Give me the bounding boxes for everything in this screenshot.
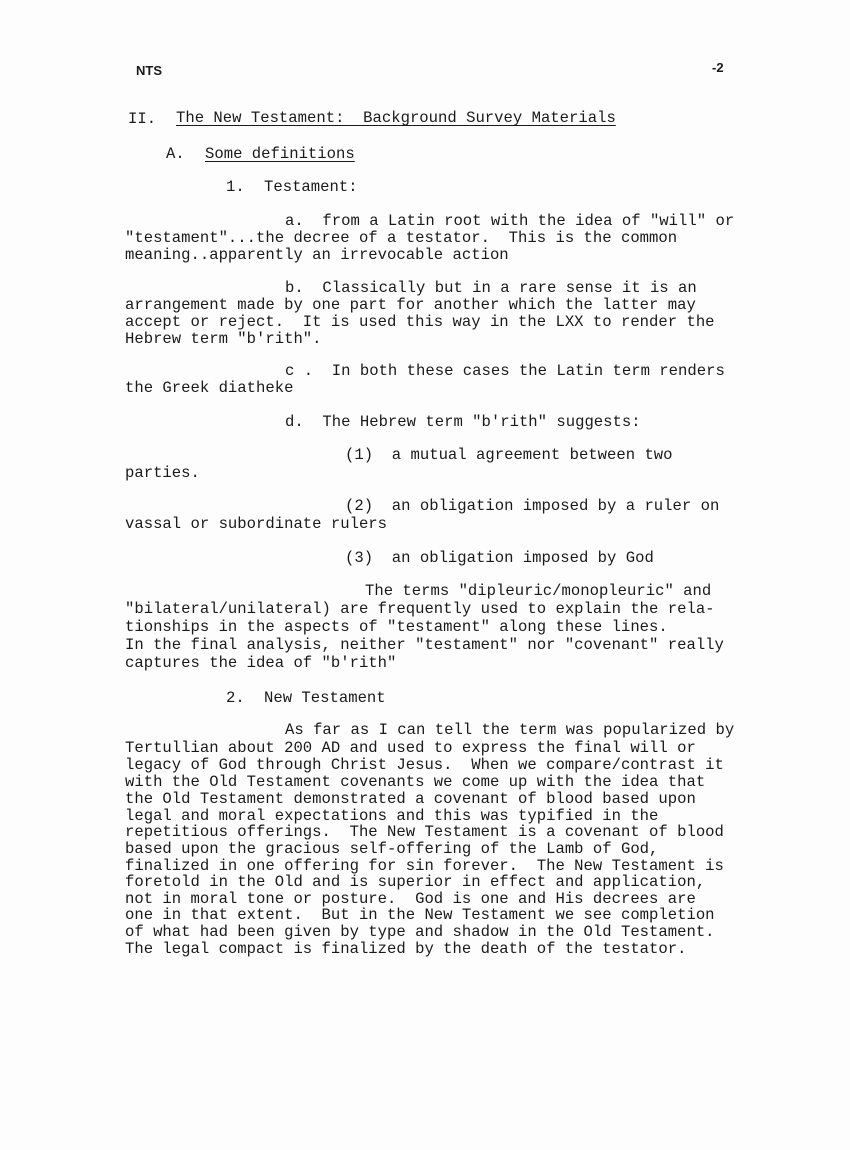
paragraph-line: one in that extent. But in the New Testament we see completion: [125, 906, 715, 924]
paragraph-line: "testament"...the decree of a testator. This is the common: [125, 229, 678, 247]
paragraph-line: the Greek diatheke: [125, 379, 294, 397]
paragraph-line: a. from a Latin root with the idea of "will" or: [285, 212, 735, 230]
page-number: -2: [712, 60, 724, 75]
paragraph-line: d. The Hebrew term "b'rith" suggests:: [285, 413, 641, 431]
paragraph-line: In the final analysis, neither "testament" nor "covenant" really: [125, 636, 724, 654]
paragraph-line: The legal compact is finalized by the death of the testator.: [125, 940, 687, 958]
item-1-number: 1.: [226, 178, 245, 196]
paragraph-line: c . In both these cases the Latin term renders: [285, 362, 725, 380]
paragraph-line: the Old Testament demonstrated a covenant of blood based upon: [125, 790, 696, 808]
subsection-a-title: Some definitions: [205, 145, 355, 163]
paragraph-line: accept or reject. It is used this way in the LXX to render the: [125, 313, 715, 331]
header-left: NTS: [136, 63, 162, 78]
paragraph-line: (2) an obligation imposed by a ruler on: [345, 497, 720, 515]
paragraph-line: The terms "dipleuric/monopleuric" and: [365, 582, 712, 600]
paragraph-line: not in moral tone or posture. God is one and His decrees are: [125, 890, 696, 908]
item-2-number: 2.: [226, 689, 245, 707]
paragraph-line: with the Old Testament covenants we come up with the idea that: [125, 773, 706, 791]
subsection-a-number: A.: [166, 145, 185, 163]
paragraph-line: As far as I can tell the term was popularized by: [285, 721, 735, 739]
paragraph-line: repetitious offerings. The New Testament is a covenant of blood: [125, 823, 724, 841]
paragraph-line: captures the idea of "b'rith": [125, 654, 397, 672]
paragraph-line: based upon the gracious self-offering of the Lamb of God,: [125, 840, 659, 858]
paragraph-line: (1) a mutual agreement between two: [345, 446, 673, 464]
paragraph-line: Hebrew term "b'rith".: [125, 330, 322, 348]
paragraph-line: (3) an obligation imposed by God: [345, 549, 654, 567]
paragraph-line: parties.: [125, 464, 200, 482]
paragraph-line: tionships in the aspects of "testament" along these lines.: [125, 618, 668, 636]
paragraph-line: meaning..apparently an irrevocable action: [125, 246, 509, 264]
paragraph-line: legal and moral expectations and this was typified in the: [125, 807, 659, 825]
paragraph-line: finalized in one offering for sin forever. The New Testament is: [125, 857, 724, 875]
paragraph-line: of what had been given by type and shadow in the Old Testament.: [125, 923, 715, 941]
paragraph-line: "bilateral/unilateral) are frequently used to explain the rela-: [125, 600, 715, 618]
paragraph-line: vassal or subordinate rulers: [125, 515, 388, 533]
item-1-title: Testament:: [264, 178, 358, 196]
paragraph-line: foretold in the Old and is superior in effect and application,: [125, 873, 706, 891]
section-title: The New Testament: Background Survey Materials: [176, 109, 616, 127]
paragraph-line: b. Classically but in a rare sense it is an: [285, 279, 697, 297]
paragraph-line: arrangement made by one part for another which the latter may: [125, 296, 696, 314]
paragraph-line: Tertullian about 200 AD and used to express the final will or: [125, 739, 696, 757]
item-2-title: New Testament: [264, 689, 386, 707]
section-number: II.: [128, 110, 157, 128]
paragraph-line: legacy of God through Christ Jesus. When we compare/contrast it: [125, 756, 724, 774]
